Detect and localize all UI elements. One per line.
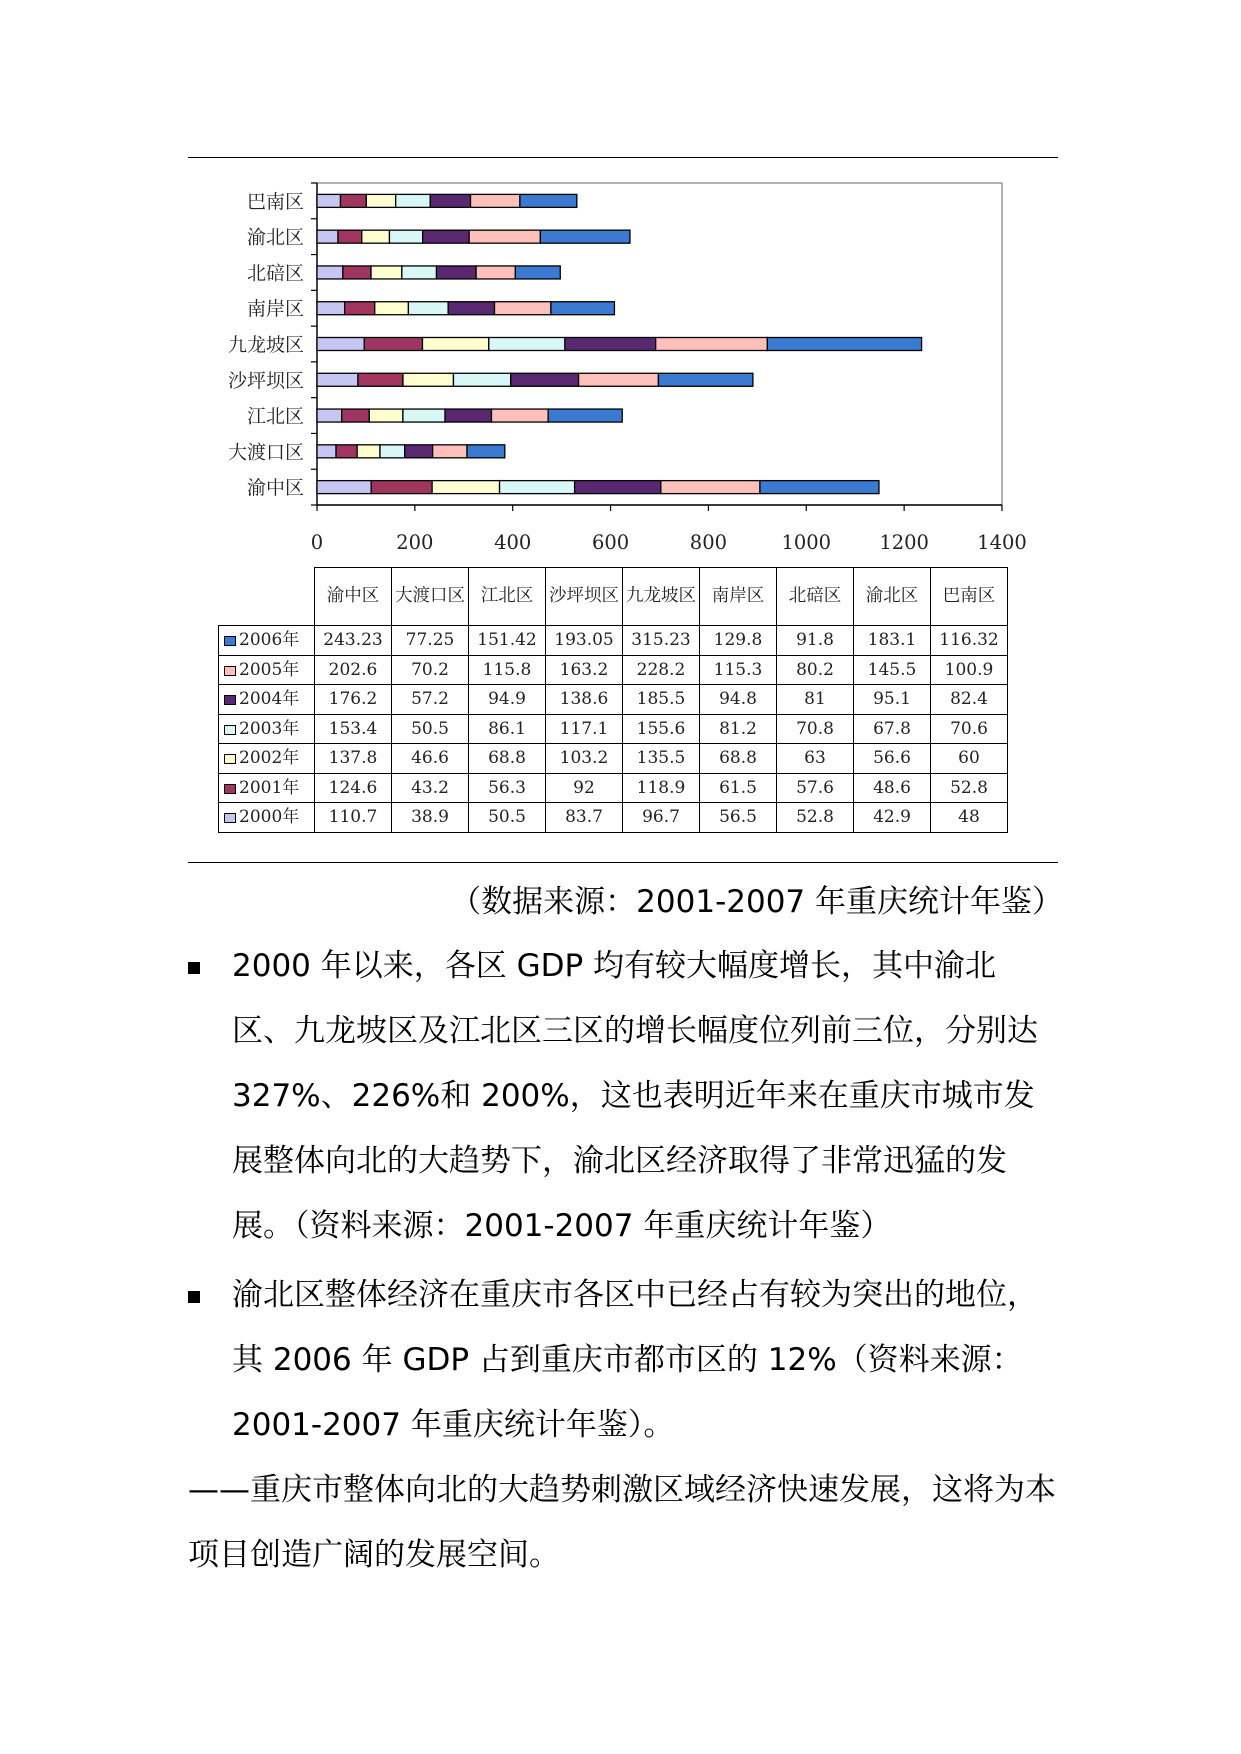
x-tick-label: 1200 (879, 531, 929, 554)
conclusion-paragraph: ——重庆市整体向北的大趋势刺激区域经济快速发展，这将为本项目创造广阔的发展空间。 (188, 1472, 1056, 1573)
table-cell: 43.2 (392, 773, 469, 803)
table-column-header: 南岸区 (700, 568, 777, 626)
table-cell: 82.4 (931, 685, 1008, 715)
table-cell: 57.6 (777, 773, 854, 803)
table-cell: 56.3 (469, 773, 546, 803)
bar-segment (336, 445, 357, 458)
table-cell: 129.8 (700, 626, 777, 656)
data-table (218, 567, 1008, 833)
bar-segment (389, 230, 422, 243)
legend-swatch (224, 813, 236, 823)
table-cell: 151.42 (469, 626, 546, 656)
x-tick-label: 600 (591, 531, 630, 554)
bar-segment (369, 409, 403, 422)
table-row (219, 773, 1008, 803)
table-cell: 61.5 (700, 773, 777, 803)
table-cell: 110.7 (315, 803, 392, 833)
bar-segment (489, 338, 565, 351)
bar-segment (423, 230, 470, 243)
table-cell: 68.8 (700, 744, 777, 774)
bar-segment (362, 230, 390, 243)
bar-segment (317, 194, 340, 207)
legend-label: 2002年 (239, 748, 300, 769)
bar-segment (476, 266, 515, 279)
bar-segment (551, 302, 615, 315)
bar-segment (436, 266, 476, 279)
table-corner-cell (219, 568, 315, 626)
table-row (219, 744, 1008, 774)
table-cell: 94.8 (700, 685, 777, 715)
legend-label: 2005年 (239, 659, 300, 680)
bar-segment (658, 373, 752, 386)
table-column-header: 江北区 (469, 568, 546, 626)
bar-segment (366, 194, 395, 207)
table-cell: 145.5 (854, 655, 931, 685)
table-cell: 193.05 (546, 626, 623, 656)
bar-segment (317, 481, 371, 494)
table-cell: 50.5 (469, 803, 546, 833)
table-cell: 50.5 (392, 714, 469, 744)
table-cell: 63 (777, 744, 854, 774)
y-category-label: 沙坪坝区 (227, 369, 304, 392)
legend-swatch (224, 784, 236, 794)
table-cell: 118.9 (623, 773, 700, 803)
table-cell: 86.1 (469, 714, 546, 744)
bullet-text-growth: 2000 年以来，各区 GDP 均有较大幅度增长，其中渝北区、九龙坡区及江北区三区的增长幅度位列前三位，分别达 327%、226%和 200%，这也表明近年来在重庆市城市发展整体向北的大趋势下，渝北区经济取得了非常迅猛的发展。（资料来源：2001-2007 年重庆统计年鉴） (232, 948, 1038, 1244)
bar-segment (317, 302, 345, 315)
bar-segment (375, 302, 409, 315)
bar-segment (364, 338, 422, 351)
bar-segment (338, 230, 362, 243)
bullet-item-growth (188, 934, 1058, 1259)
table-cell: 115.8 (469, 655, 546, 685)
bar-segment (345, 302, 375, 315)
table-cell: 67.8 (854, 714, 931, 744)
bar-segment (469, 230, 540, 243)
y-category-label: 江北区 (246, 405, 304, 428)
table-row (219, 803, 1008, 833)
table-cell: 80.2 (777, 655, 854, 685)
table-cell: 70.8 (777, 714, 854, 744)
table-cell: 185.5 (623, 685, 700, 715)
y-category-label: 渝中区 (246, 477, 304, 500)
legend-label: 2000年 (239, 807, 300, 828)
table-cell: 68.8 (469, 744, 546, 774)
bar-segment (317, 230, 338, 243)
table-cell: 48 (931, 803, 1008, 833)
bar-segment (371, 266, 402, 279)
table-cell: 94.9 (469, 685, 546, 715)
legend-label: 2001年 (239, 777, 300, 798)
bar-segment (767, 338, 921, 351)
table-cell: 115.3 (700, 655, 777, 685)
legend-row-header (219, 803, 315, 833)
bar-segment (540, 230, 630, 243)
table-cell: 243.23 (315, 626, 392, 656)
table-cell: 155.6 (623, 714, 700, 744)
table-column-header: 九龙坡区 (623, 568, 700, 626)
table-cell: 176.2 (315, 685, 392, 715)
table-cell: 138.6 (546, 685, 623, 715)
table-cell: 46.6 (392, 744, 469, 774)
square-bullet-icon (188, 1291, 200, 1303)
bar-segment (380, 445, 405, 458)
bar-segment (661, 481, 760, 494)
legend-swatch (224, 666, 236, 676)
bar-segment (511, 373, 579, 386)
table-cell: 81.2 (700, 714, 777, 744)
legend-swatch (224, 636, 236, 646)
table-cell: 315.23 (623, 626, 700, 656)
bar-segment (433, 445, 467, 458)
data-source-note: （数据来源：2001-2007 年重庆统计年鉴） (450, 884, 1063, 920)
table-cell: 60 (931, 744, 1008, 774)
table-column-header: 巴南区 (931, 568, 1008, 626)
bottom-rule (188, 862, 1058, 863)
table-cell: 96.7 (623, 803, 700, 833)
table-cell: 163.2 (546, 655, 623, 685)
bar-segment (515, 266, 560, 279)
bar-segment (317, 338, 364, 351)
bar-segment (448, 302, 494, 315)
table-cell: 56.6 (854, 744, 931, 774)
table-cell: 100.9 (931, 655, 1008, 685)
y-category-label: 巴南区 (246, 190, 304, 213)
table-cell: 42.9 (854, 803, 931, 833)
table-cell: 81 (777, 685, 854, 715)
top-rule (188, 157, 1058, 158)
bullet-item-share (188, 1263, 1058, 1458)
bar-segment (495, 302, 551, 315)
table-cell: 91.8 (777, 626, 854, 656)
table-cell: 95.1 (854, 685, 931, 715)
bar-segment (408, 302, 448, 315)
legend-row-header (219, 714, 315, 744)
bar-segment (402, 266, 437, 279)
table-column-header: 大渡口区 (392, 568, 469, 626)
bar-segment (317, 445, 336, 458)
legend-row-header (219, 655, 315, 685)
table-cell: 70.6 (931, 714, 1008, 744)
bar-segment (405, 445, 433, 458)
y-category-label: 南岸区 (246, 298, 304, 321)
bar-segment (403, 373, 453, 386)
table-cell: 202.6 (315, 655, 392, 685)
bar-segment (317, 373, 358, 386)
bar-segment (565, 338, 656, 351)
table-cell: 52.8 (931, 773, 1008, 803)
table-cell: 117.1 (546, 714, 623, 744)
table-row (219, 626, 1008, 656)
bar-segment (342, 409, 370, 422)
legend-label: 2004年 (239, 689, 300, 710)
bar-segment (343, 266, 371, 279)
table-cell: 70.2 (392, 655, 469, 685)
table-cell: 83.7 (546, 803, 623, 833)
x-tick-label: 1400 (977, 531, 1027, 554)
bar-segment (371, 481, 432, 494)
table-column-header: 渝中区 (315, 568, 392, 626)
stacked-bar-chart (200, 170, 1040, 560)
bar-segment (548, 409, 622, 422)
legend-label: 2006年 (239, 630, 300, 651)
bar-segment (467, 445, 505, 458)
legend-row-header (219, 773, 315, 803)
table-row (219, 685, 1008, 715)
table-cell: 48.6 (854, 773, 931, 803)
x-tick-label: 400 (494, 531, 532, 554)
table-row (219, 714, 1008, 744)
x-tick-label: 800 (689, 531, 728, 554)
table-cell: 38.9 (392, 803, 469, 833)
x-tick-label: 0 (310, 531, 324, 554)
legend-row-header (219, 744, 315, 774)
table-cell: 137.8 (315, 744, 392, 774)
bar-segment (471, 194, 520, 207)
bar-segment (575, 481, 661, 494)
bar-segment (491, 409, 548, 422)
table-cell: 228.2 (623, 655, 700, 685)
table-cell: 57.2 (392, 685, 469, 715)
table-column-header: 沙坪坝区 (546, 568, 623, 626)
table-column-header: 北碚区 (777, 568, 854, 626)
table-cell: 56.5 (700, 803, 777, 833)
bar-segment (403, 409, 445, 422)
table-header-row (219, 568, 1008, 626)
bar-segment (317, 266, 343, 279)
table-cell: 153.4 (315, 714, 392, 744)
y-category-label: 大渡口区 (227, 441, 304, 464)
bullet-text-share: 渝北区整体经济在重庆市各区中已经占有较为突出的地位，其 2006 年 GDP 占到重庆市都市区的 12%（资料来源：2001-2007 年重庆统计年鉴）。 (232, 1277, 1038, 1443)
table-cell: 52.8 (777, 803, 854, 833)
bar-segment (340, 194, 366, 207)
x-tick-label: 1000 (781, 531, 832, 554)
table-cell: 77.25 (392, 626, 469, 656)
bar-segment (520, 194, 577, 207)
bar-segment (445, 409, 491, 422)
y-category-label: 北碚区 (246, 262, 304, 285)
legend-row-header (219, 626, 315, 656)
table-cell: 183.1 (854, 626, 931, 656)
table-cell: 135.5 (623, 744, 700, 774)
y-category-label: 渝北区 (246, 226, 304, 249)
bar-segment (432, 481, 499, 494)
bar-segment (358, 373, 403, 386)
table-cell: 92 (546, 773, 623, 803)
legend-swatch (224, 754, 236, 764)
legend-swatch (224, 725, 236, 735)
table-column-header: 渝北区 (854, 568, 931, 626)
legend-label: 2003年 (239, 718, 300, 739)
table-cell: 116.32 (931, 626, 1008, 656)
bar-segment (656, 338, 768, 351)
square-bullet-icon (188, 962, 200, 974)
bar-segment (430, 194, 470, 207)
bar-segment (422, 338, 488, 351)
x-tick-label: 200 (396, 531, 434, 554)
table-cell: 103.2 (546, 744, 623, 774)
bar-segment (317, 409, 342, 422)
table-cell: 124.6 (315, 773, 392, 803)
legend-swatch (224, 695, 236, 705)
legend-row-header (219, 685, 315, 715)
bar-segment (760, 481, 879, 494)
y-category-label: 九龙坡区 (227, 334, 304, 356)
table-row (219, 655, 1008, 685)
bar-segment (453, 373, 510, 386)
bar-segment (396, 194, 431, 207)
bar-segment (579, 373, 659, 386)
bar-segment (500, 481, 575, 494)
bar-segment (357, 445, 380, 458)
